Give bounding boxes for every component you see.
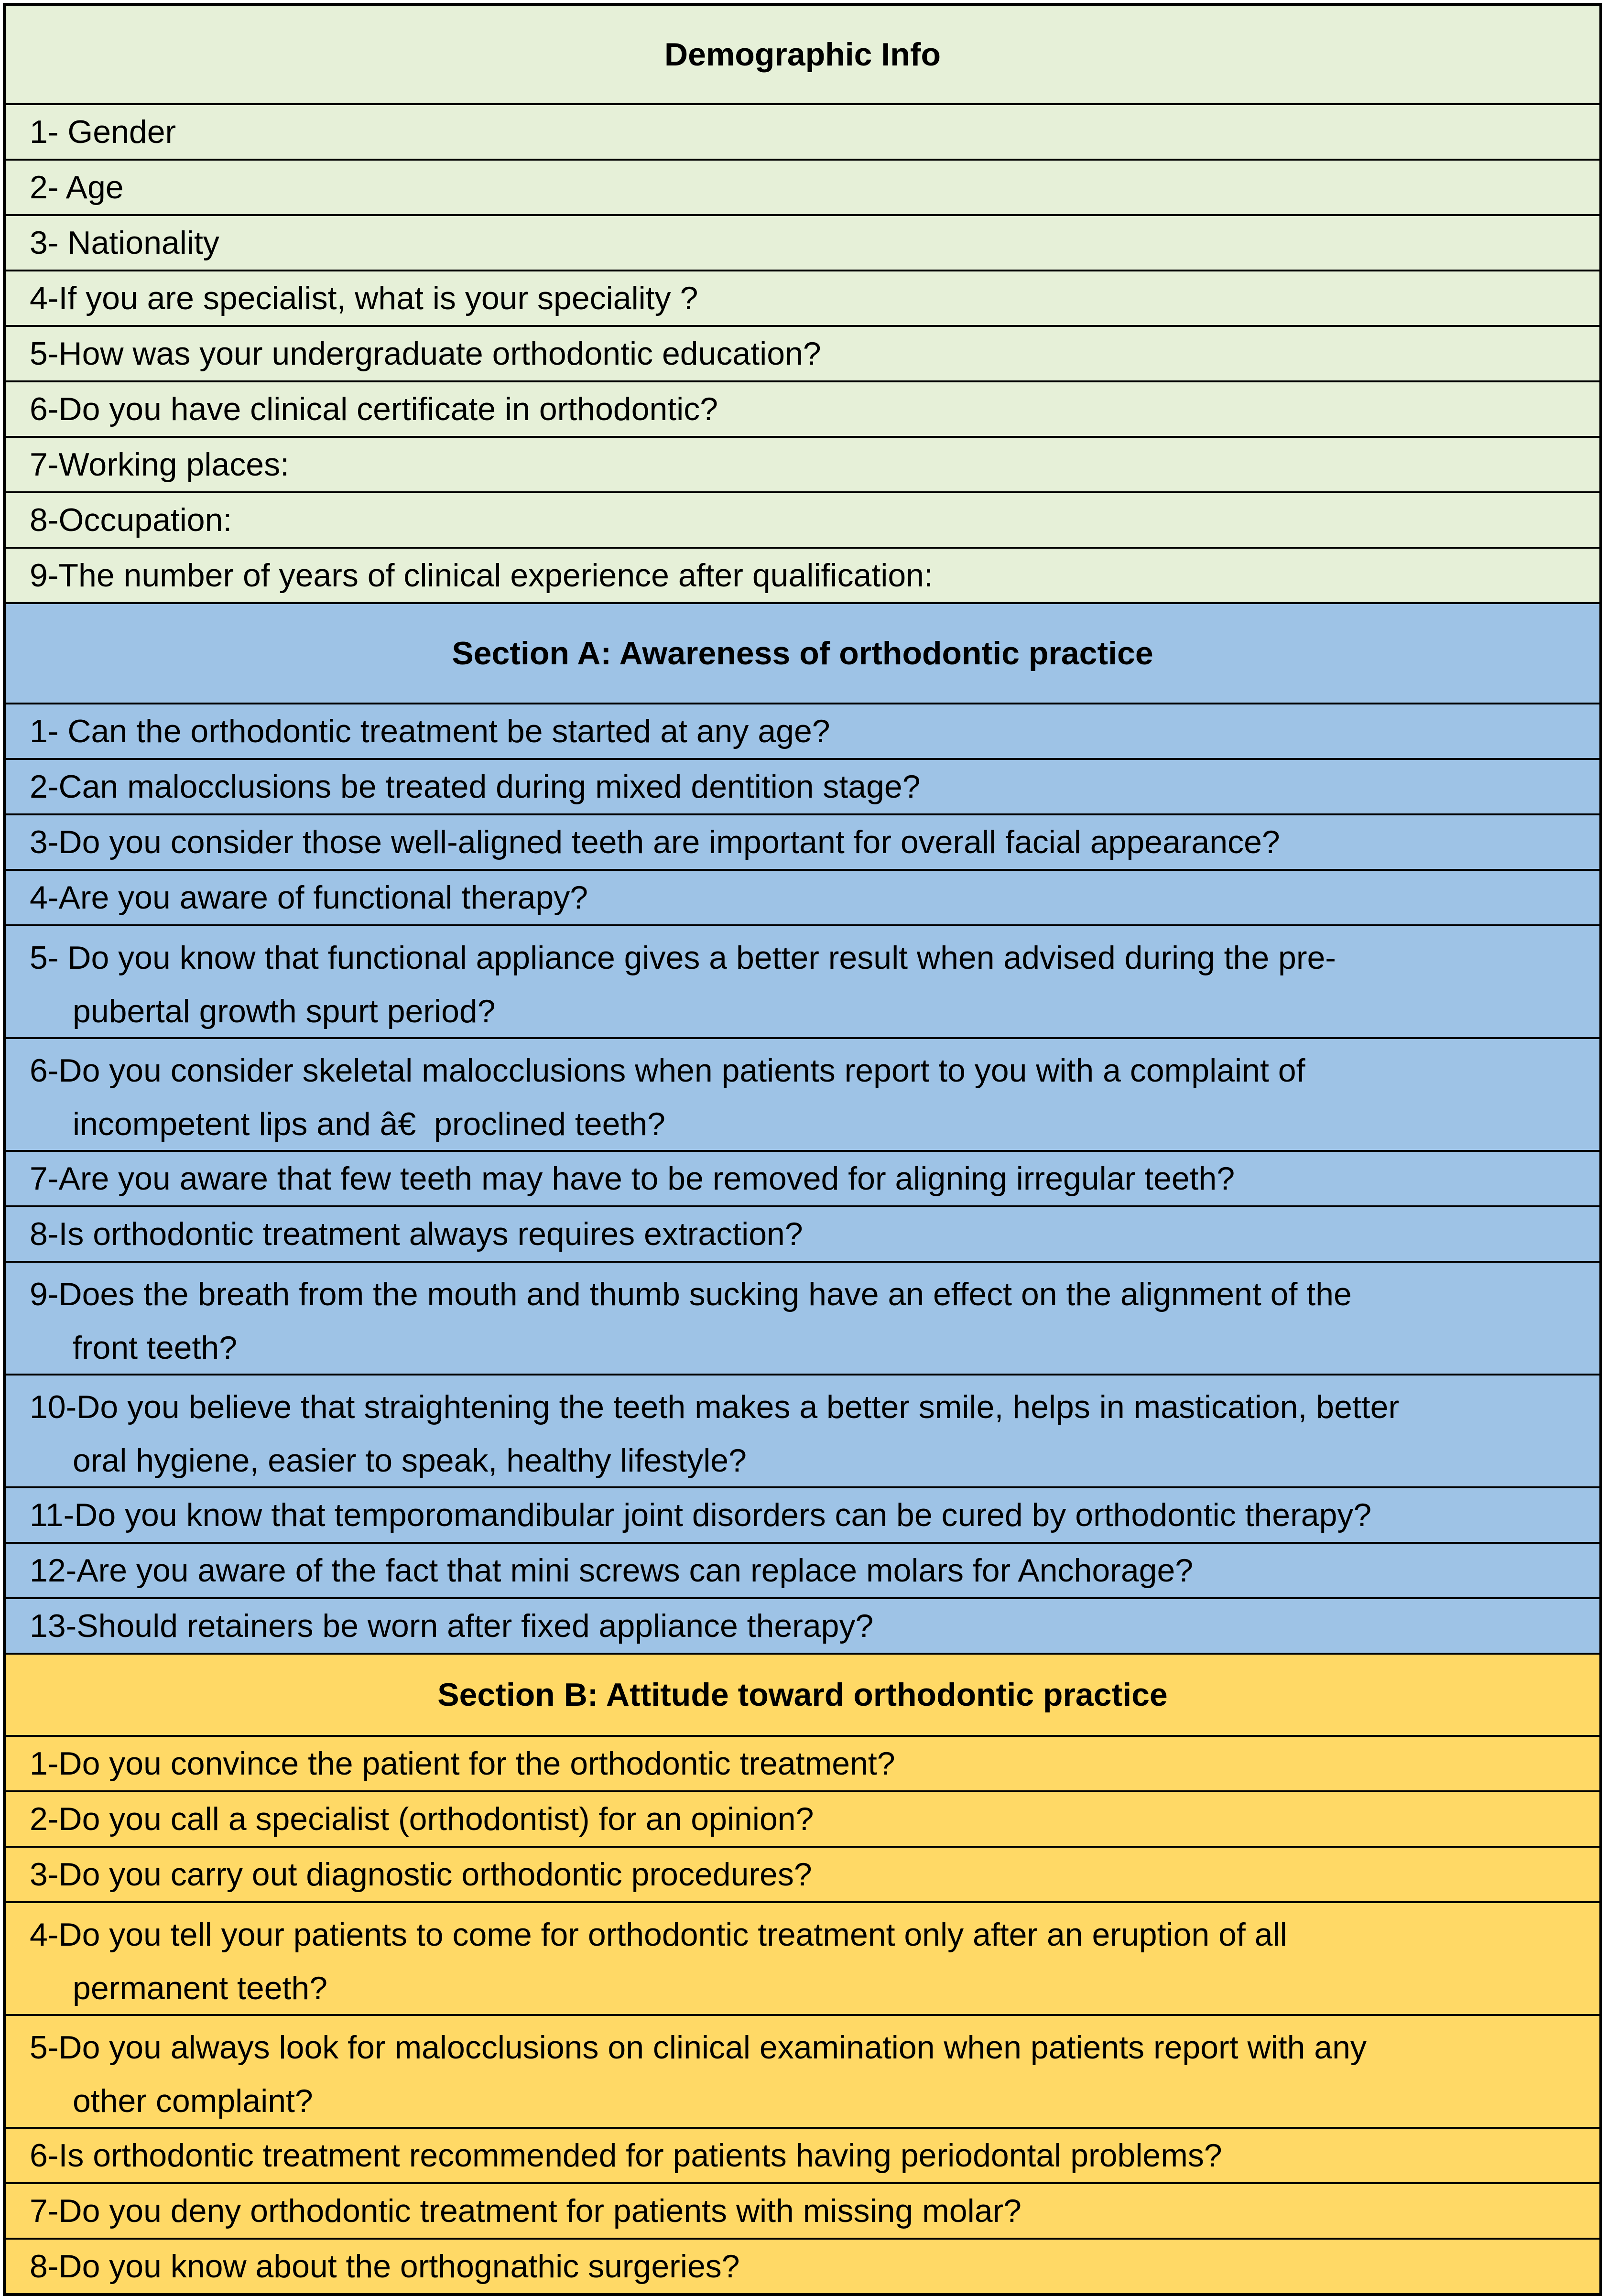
- question-line: 4-Do you tell your patients to come for orthodontic treatment only after an eruption of all: [30, 1917, 1287, 1953]
- question-line: 10-Do you believe that straightening the teeth makes a better smile, helps in mastication, better: [30, 1389, 1400, 1425]
- section-a-question-row: 1- Can the orthodontic treatment be started at any age?: [6, 703, 1599, 758]
- section-a-header: Section A: Awareness of orthodontic practice: [6, 602, 1599, 703]
- section-a-question-row: [6, 1037, 1599, 1150]
- section-a-question-row: 7-Are you aware that few teeth may have to be removed for aligning irregular teeth?: [6, 1150, 1599, 1205]
- demographic-header: Demographic Info: [6, 6, 1599, 103]
- section-b-question-row: 7-Do you deny orthodontic treatment for patients with missing molar?: [6, 2182, 1599, 2238]
- section-a-question-row: [6, 1374, 1599, 1486]
- question-line: pubertal growth spurt period?: [73, 993, 496, 1029]
- section-a-question-row: 11-Do you know that temporomandibular joint disorders can be cured by orthodontic therapy?: [6, 1486, 1599, 1542]
- demographic-question-row: 8-Occupation:: [6, 491, 1599, 547]
- question-line: oral hygiene, easier to speak, healthy lifestyle?: [73, 1442, 747, 1479]
- section-b-question-row: 1-Do you convince the patient for the orthodontic treatment?: [6, 1735, 1599, 1790]
- question-line: 5- Do you know that functional appliance gives a better result when advised during the pre-: [30, 940, 1336, 976]
- section-a-question-row: 2-Can malocclusions be treated during mixed dentition stage?: [6, 758, 1599, 813]
- section-b-question-row: 2-Do you call a specialist (orthodontist) for an opinion?: [6, 1790, 1599, 1846]
- section-b-question-row: 3-Do you carry out diagnostic orthodontic procedures?: [6, 1846, 1599, 1901]
- question-line: 9-Does the breath from the mouth and thumb sucking have an effect on the alignment of the: [30, 1276, 1352, 1312]
- section-a-question-row: [6, 1261, 1599, 1374]
- demographic-question-row: 6-Do you have clinical certificate in orthodontic?: [6, 380, 1599, 436]
- section-b-question-row: [6, 2014, 1599, 2127]
- question-line: front teeth?: [73, 1330, 238, 1366]
- question-line: 5-Do you always look for malocclusions on clinical examination when patients report with any: [30, 2029, 1367, 2066]
- demographic-question-row: 1- Gender: [6, 103, 1599, 159]
- question-line: 6-Do you consider skeletal malocclusions when patients report to you with a complaint of: [30, 1052, 1305, 1089]
- section-b-question-row: 8-Do you know about the orthognathic surgeries?: [6, 2238, 1599, 2293]
- question-line: other complaint?: [73, 2083, 313, 2119]
- section-a-question-row: 13-Should retainers be worn after fixed appliance therapy?: [6, 1597, 1599, 1653]
- section-a-question-row: [6, 924, 1599, 1037]
- question-line: incompetent lips and â€ proclined teeth?: [73, 1106, 665, 1142]
- section-a-question-row: 12-Are you aware of the fact that mini screws can replace molars for Anchorage?: [6, 1542, 1599, 1597]
- demographic-question-row: 7-Working places:: [6, 436, 1599, 491]
- demographic-question-row: 5-How was your undergraduate orthodontic education?: [6, 325, 1599, 380]
- section-b-question-row: [6, 1901, 1599, 2014]
- section-b-question-row: 6-Is orthodontic treatment recommended for patients having periodontal problems?: [6, 2127, 1599, 2182]
- demographic-question-row: 9-The number of years of clinical experience after qualification:: [6, 547, 1599, 602]
- section-a-question-row: 8-Is orthodontic treatment always requires extraction?: [6, 1205, 1599, 1261]
- demographic-question-row: 2- Age: [6, 159, 1599, 214]
- demographic-question-row: 3- Nationality: [6, 214, 1599, 270]
- section-b-header: Section B: Attitude toward orthodontic practice: [6, 1653, 1599, 1735]
- questionnaire-table: [3, 3, 1602, 2296]
- demographic-question-row: 4-If you are specialist, what is your speciality ?: [6, 270, 1599, 325]
- section-a-question-row: 3-Do you consider those well-aligned teeth are important for overall facial appearance?: [6, 813, 1599, 869]
- question-line: permanent teeth?: [73, 1970, 328, 2006]
- section-a-question-row: 4-Are you aware of functional therapy?: [6, 869, 1599, 924]
